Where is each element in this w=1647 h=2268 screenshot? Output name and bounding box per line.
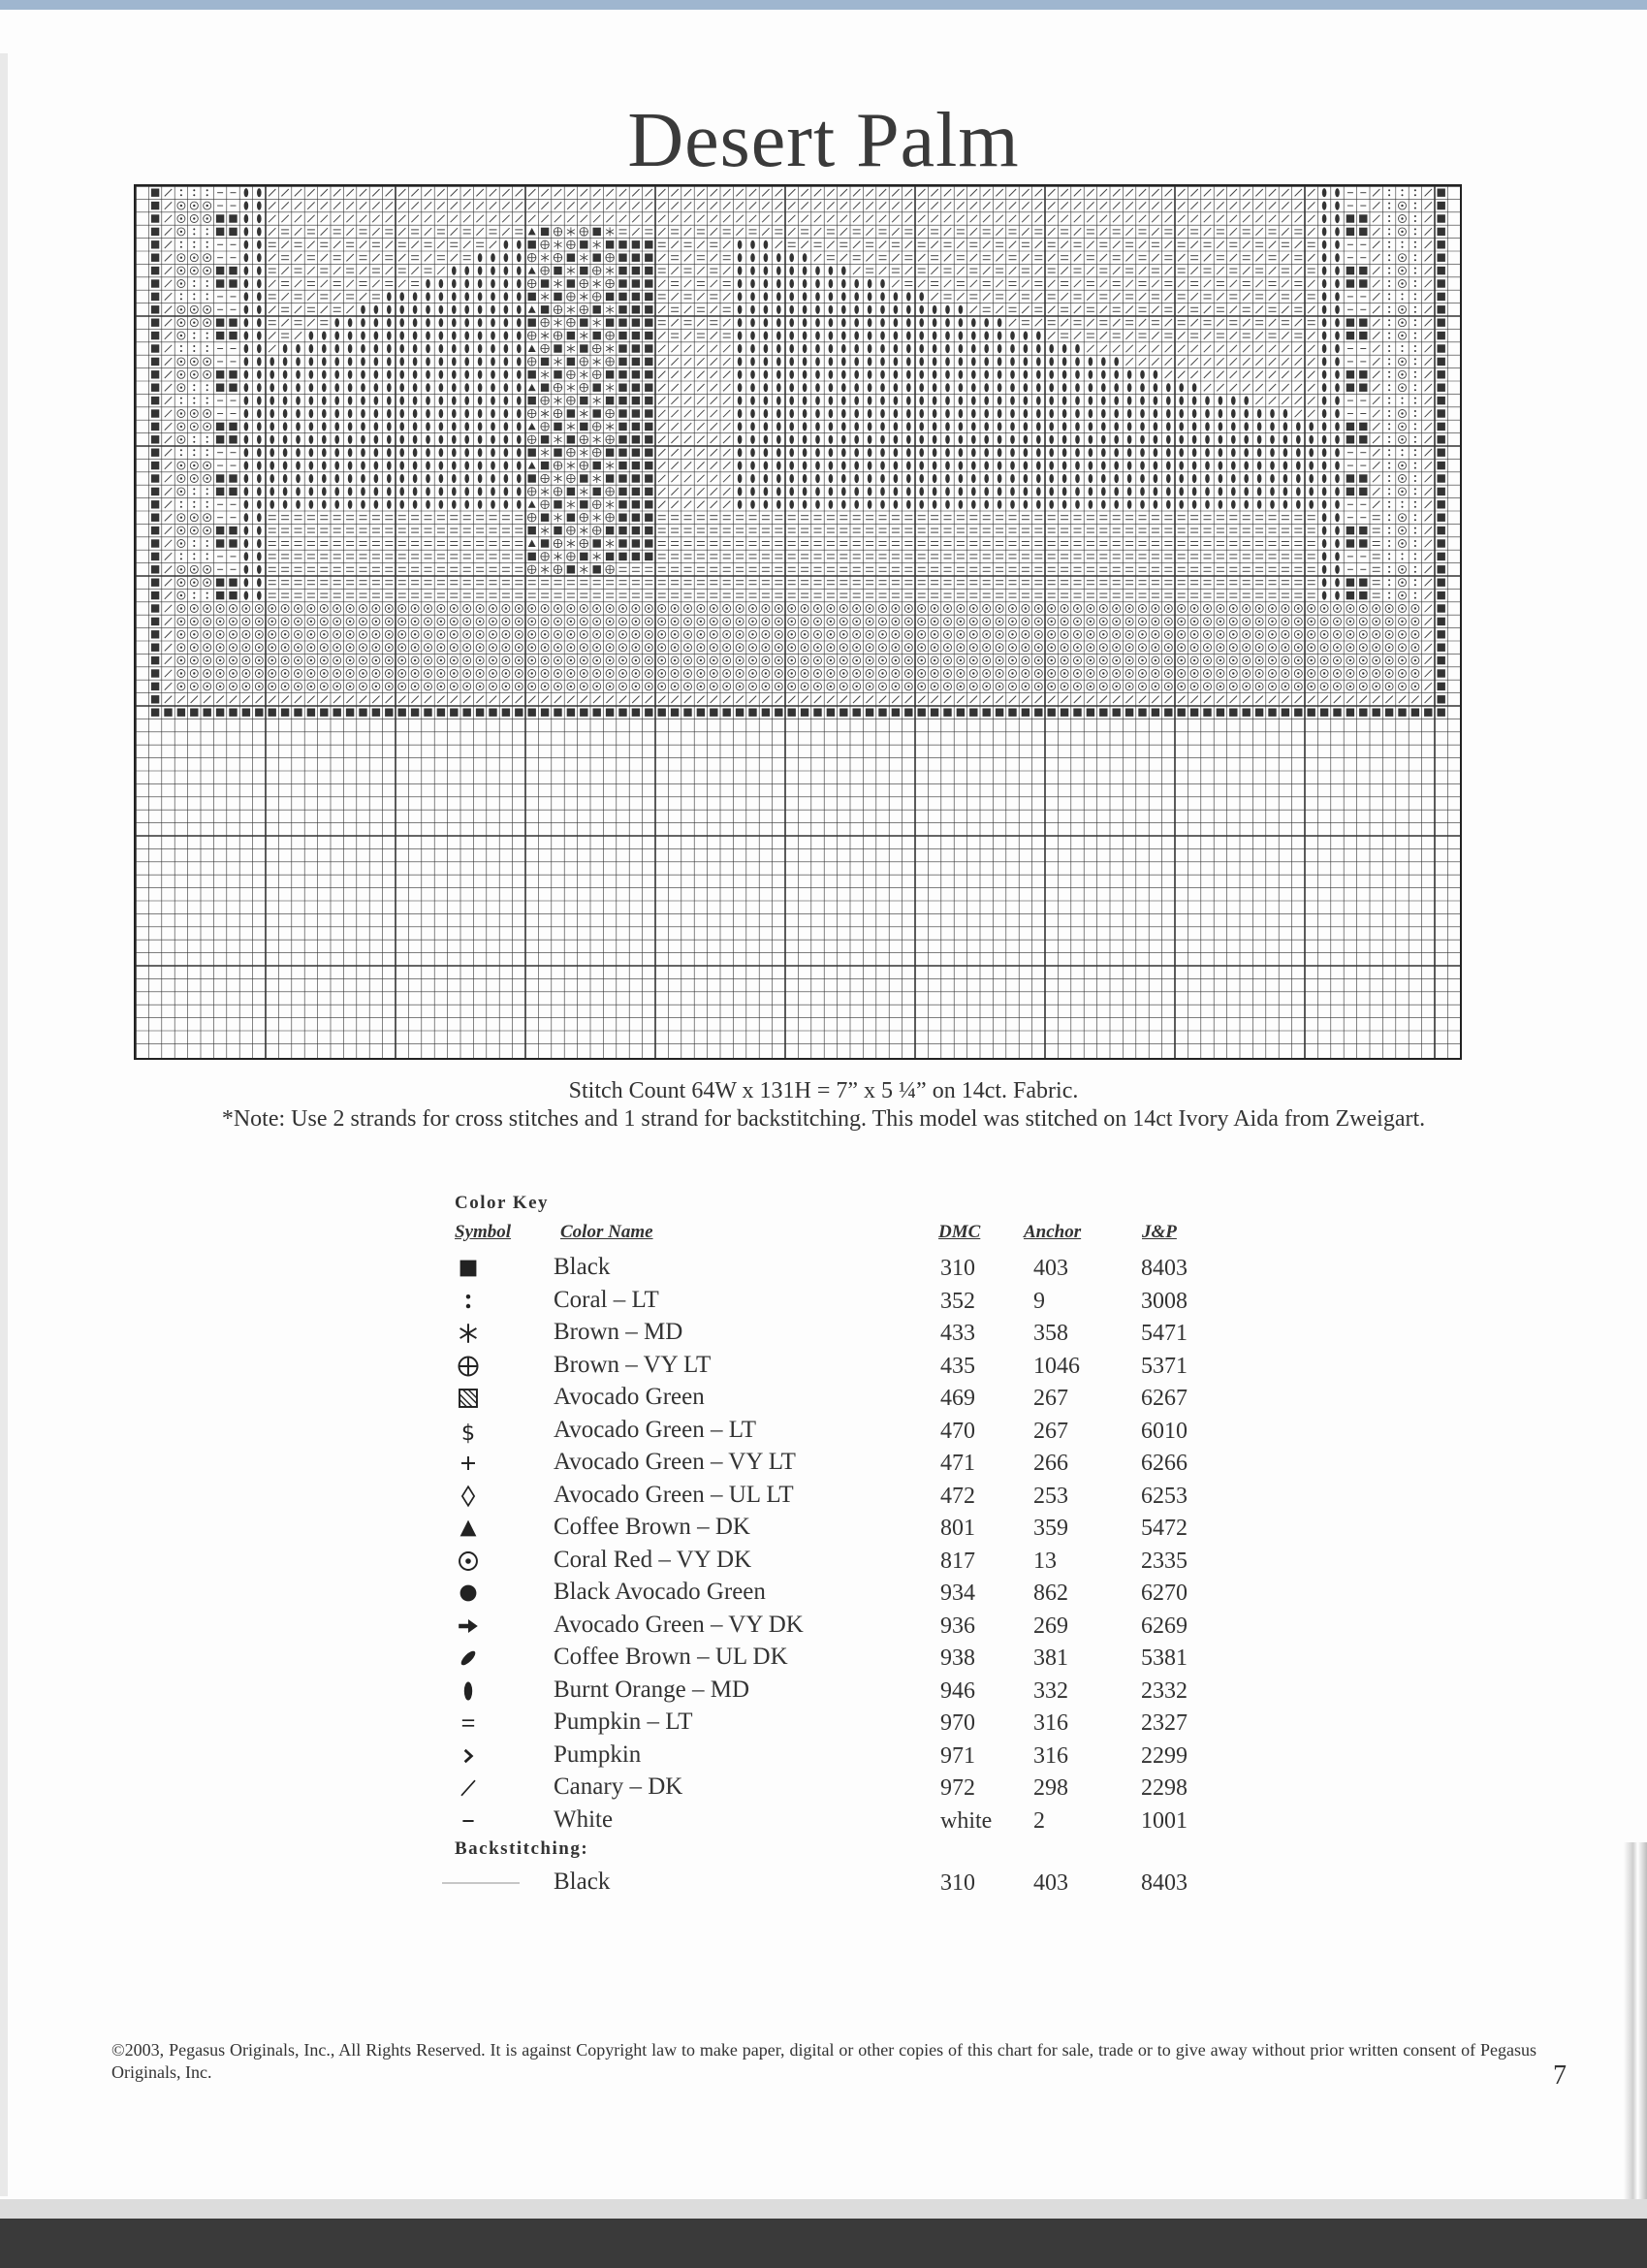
scan-left-edge — [0, 53, 8, 2196]
diamond-outline-icon — [446, 1480, 491, 1513]
arrow-right-icon — [446, 1610, 491, 1643]
dmc-number: 310 — [940, 1870, 975, 1896]
jp-number: 6269 — [1141, 1613, 1188, 1639]
color-key-row — [446, 1772, 1221, 1805]
color-name: Brown – VY LT — [554, 1351, 712, 1378]
color-key-row — [446, 1317, 1221, 1350]
hatched-square-icon — [446, 1382, 491, 1415]
anchor-number: 403 — [1033, 1256, 1068, 1281]
jp-number: 5381 — [1141, 1645, 1188, 1671]
anchor-number: 298 — [1033, 1775, 1068, 1801]
stitching-note: *Note: Use 2 strands for cross stitches and 1 strand for backstitching. This model was stitched on 14ct Ivory Aida from Zweigart. — [221, 1106, 1426, 1132]
anchor-number: 9 — [1033, 1288, 1045, 1314]
chevron-right-icon — [446, 1740, 491, 1773]
anchor-number: 267 — [1033, 1386, 1068, 1411]
dmc-number: 471 — [940, 1451, 975, 1476]
dmc-number: 971 — [940, 1742, 975, 1769]
anchor-number: 316 — [1033, 1742, 1068, 1769]
black-square-icon — [446, 1252, 491, 1285]
column-header-anchor: Anchor — [1024, 1222, 1082, 1242]
anchor-number: 253 — [1033, 1483, 1068, 1509]
dmc-number: 936 — [940, 1613, 975, 1639]
cross-stitch-chart — [134, 184, 1462, 1060]
jp-number: 6266 — [1141, 1451, 1188, 1476]
slanted-oval-icon — [446, 1642, 491, 1675]
color-name: Avocado Green – VY DK — [554, 1611, 804, 1638]
color-key-row — [446, 1415, 1221, 1448]
column-header-dmc: DMC — [938, 1222, 981, 1242]
dmc-number: 817 — [940, 1548, 975, 1574]
color-name: Coffee Brown – DK — [554, 1514, 750, 1540]
color-name: Black — [554, 1254, 611, 1280]
anchor-number: 316 — [1033, 1710, 1068, 1736]
jp-number: 2332 — [1141, 1677, 1188, 1704]
anchor-number: 13 — [1033, 1548, 1057, 1574]
dash-icon — [446, 1805, 491, 1837]
copyright-notice: ©2003, Pegasus Originals, Inc., All Rights Reserved. It is against Copyright law to make paper, digital or other copies of this chart for sale, trade or to give away without prior written consent of Pegasus Originals, Inc. — [111, 2040, 1536, 2082]
jp-number: 8403 — [1141, 1256, 1188, 1281]
color-name: Brown – MD — [554, 1319, 683, 1345]
dmc-number: 470 — [940, 1418, 975, 1444]
jp-number: 1001 — [1141, 1807, 1188, 1834]
color-name: Coffee Brown – UL DK — [554, 1644, 788, 1670]
page-curl-edge — [1624, 1842, 1647, 2211]
circled-dot-icon — [446, 1545, 491, 1578]
dmc-number: 801 — [940, 1516, 975, 1541]
jp-number: 6270 — [1141, 1581, 1188, 1606]
backstitching-heading: Backstitching: — [455, 1838, 589, 1859]
circled-plus-icon — [446, 1350, 491, 1383]
color-name: Black Avocado Green — [554, 1579, 766, 1605]
color-key-row — [446, 1512, 1221, 1545]
color-key-row — [446, 1707, 1221, 1740]
jp-number: 2298 — [1141, 1775, 1188, 1801]
color-key-row — [446, 1642, 1221, 1675]
color-key-heading: Color Key — [455, 1193, 550, 1213]
anchor-number: 267 — [1033, 1418, 1068, 1444]
anchor-number: 2 — [1033, 1807, 1045, 1834]
color-name: Pumpkin — [554, 1741, 642, 1768]
dmc-number: 310 — [940, 1256, 975, 1281]
triangle-icon — [446, 1512, 491, 1545]
anchor-number: 381 — [1033, 1645, 1068, 1671]
jp-number: 2299 — [1141, 1742, 1188, 1769]
slash-icon — [446, 1772, 491, 1805]
column-header-jp: J&P — [1142, 1222, 1177, 1242]
dmc-number: 946 — [940, 1677, 975, 1704]
color-key-row — [446, 1480, 1221, 1513]
dmc-number: 938 — [940, 1645, 975, 1671]
color-key-row — [446, 1447, 1221, 1480]
dmc-number: 469 — [940, 1386, 975, 1411]
jp-number: 6267 — [1141, 1386, 1188, 1411]
anchor-number: 332 — [1033, 1677, 1068, 1704]
color-name: Black — [554, 1869, 611, 1895]
color-key-row — [446, 1867, 1221, 1900]
jp-number: 5471 — [1141, 1321, 1188, 1346]
scan-bottom-band — [0, 2199, 1647, 2268]
color-name: Coral Red – VY DK — [554, 1546, 752, 1573]
color-name: Avocado Green — [554, 1384, 705, 1410]
color-name: Pumpkin – LT — [554, 1709, 693, 1735]
dmc-number: 934 — [940, 1581, 975, 1606]
dmc-number: 472 — [940, 1483, 975, 1509]
color-key-row — [446, 1382, 1221, 1415]
anchor-number: 862 — [1033, 1581, 1068, 1606]
stitch-count: Stitch Count 64W x 131H = 7” x 5 ¼” on 14ct. Fabric. — [568, 1078, 1079, 1103]
vertical-oval-icon — [446, 1675, 491, 1708]
plus-icon — [446, 1447, 491, 1480]
column-header-symbol: Symbol — [455, 1222, 512, 1242]
color-key-row — [446, 1577, 1221, 1610]
page-title: Desert Palm — [627, 98, 1020, 183]
dmc-number: white — [940, 1807, 993, 1834]
color-name: Canary – DK — [554, 1773, 683, 1800]
color-key-row — [446, 1285, 1221, 1318]
asterisk-icon — [446, 1317, 491, 1350]
scan-top-band — [0, 0, 1647, 10]
dmc-number: 972 — [940, 1775, 975, 1801]
jp-number: 5371 — [1141, 1353, 1188, 1379]
color-key-row — [446, 1610, 1221, 1643]
color-name: Avocado Green – UL LT — [554, 1481, 794, 1508]
anchor-number: 359 — [1033, 1516, 1068, 1541]
jp-number: 3008 — [1141, 1288, 1188, 1314]
color-key-row — [446, 1805, 1221, 1837]
dmc-number: 352 — [940, 1288, 975, 1314]
page-number: 7 — [1553, 2060, 1567, 2091]
anchor-number: 358 — [1033, 1321, 1068, 1346]
color-name: Burnt Orange – MD — [554, 1676, 750, 1703]
anchor-number: 266 — [1033, 1451, 1068, 1476]
dmc-number: 435 — [940, 1353, 975, 1379]
color-key-row — [446, 1545, 1221, 1578]
anchor-number: 1046 — [1033, 1353, 1080, 1379]
filled-circle-icon — [446, 1577, 491, 1610]
jp-number: 2335 — [1141, 1548, 1188, 1574]
color-key-row — [446, 1350, 1221, 1383]
color-name: Coral – LT — [554, 1286, 659, 1313]
jp-number: 6253 — [1141, 1483, 1188, 1509]
colon-icon — [446, 1285, 491, 1318]
line-icon — [442, 1867, 520, 1900]
jp-number: 8403 — [1141, 1870, 1188, 1896]
jp-number: 5472 — [1141, 1516, 1188, 1541]
color-name: Avocado Green – VY LT — [554, 1449, 796, 1475]
anchor-number: 403 — [1033, 1870, 1068, 1896]
jp-number: 2327 — [1141, 1710, 1188, 1736]
color-key-row — [446, 1675, 1221, 1708]
dollar-icon — [446, 1415, 491, 1448]
color-key-row — [446, 1252, 1221, 1285]
chart-grid — [136, 186, 1460, 1058]
equals-icon — [446, 1707, 491, 1740]
color-name: White — [554, 1805, 614, 1833]
dmc-number: 970 — [940, 1710, 975, 1736]
dmc-number: 433 — [940, 1321, 975, 1346]
color-name: Avocado Green – LT — [554, 1416, 756, 1443]
anchor-number: 269 — [1033, 1613, 1068, 1639]
color-key-row — [446, 1740, 1221, 1773]
column-header-color-name: Color Name — [560, 1222, 653, 1242]
jp-number: 6010 — [1141, 1418, 1188, 1444]
